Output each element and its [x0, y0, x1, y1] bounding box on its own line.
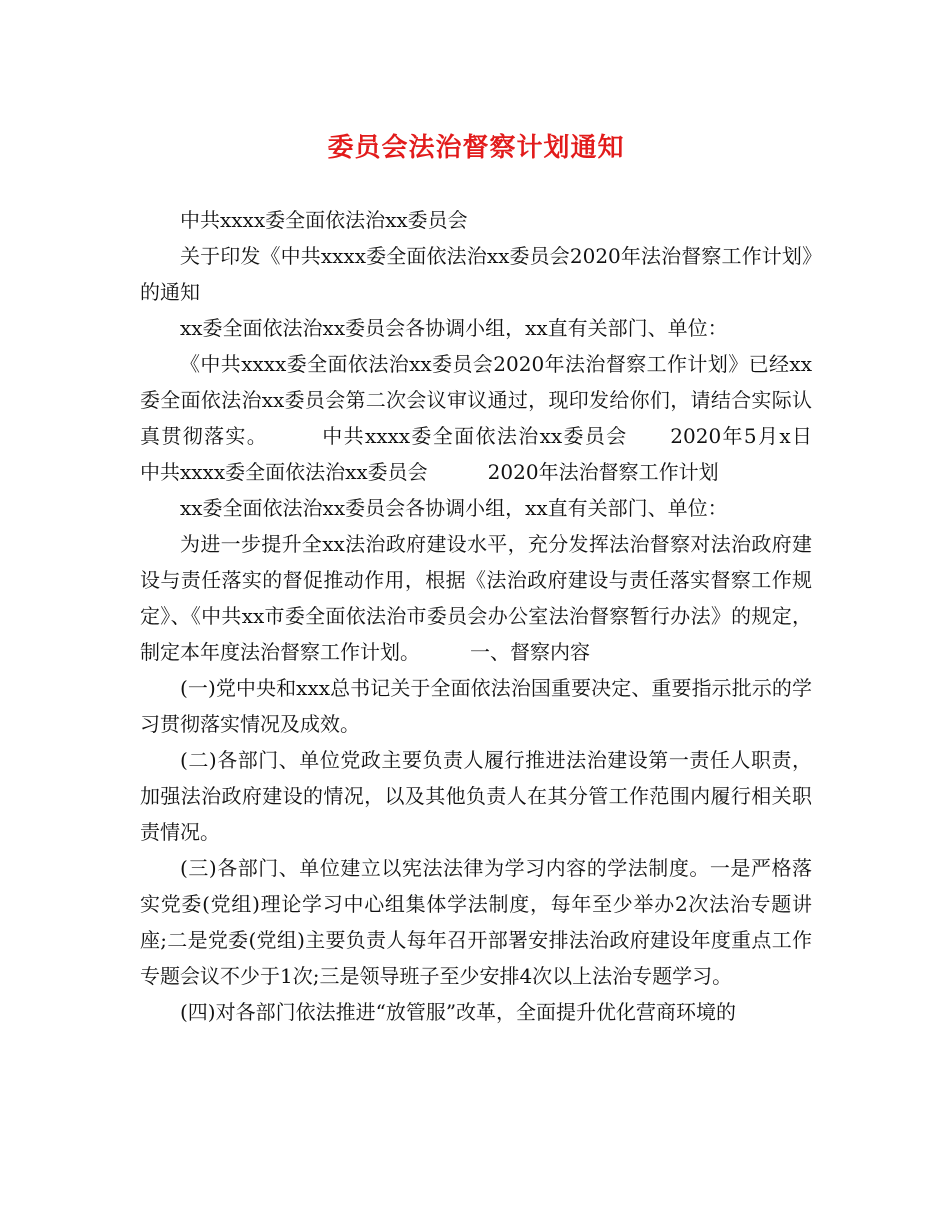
- paragraph-addressee-2: xx委全面依法治xx委员会各协调小组，xx直有关部门、单位：: [180, 496, 728, 520]
- paragraph-item-2: (二)各部门、单位党政主要负责人履行推进法治建设第一责任人职责，加强法治政府建设的情况，以及其他负责人在其分管工作范围内履行相关职责情况。: [140, 748, 812, 844]
- paragraph-item-1: (一)党中央和xxx总书记关于全面依法治国重要决定、重要指示批示的学习贯彻落实情况及成效。: [140, 676, 812, 736]
- paragraph-addressee: xx委全面依法治xx委员会各协调小组，xx直有关部门、单位：: [180, 316, 728, 340]
- paragraph-item-3: (三)各部门、单位建立以宪法法律为学习内容的学法制度。一是严格落实党委(党组)理论学习中心组集体学法制度，每年至少举办2次法治专题讲座;二是党委(党组)主要负责人每年召开部署安排法治政府建设年度重点工作专题会议不少于1次;三是领导班子至少安排4次以上法治专题学习。: [140, 856, 812, 988]
- paragraph-intro: 为进一步提升全xx法治政府建设水平，充分发挥法治督察对法治政府建设与责任落实的督促推动作用，根据《法治政府建设与责任落实督察工作规定》、《中共xx市委全面依法治市委员会办公室法治督察暂行办法》的规定，制定本年度法治督察工作计划。 一、督察内容: [140, 532, 812, 664]
- document-page: [140, 128, 872, 1030]
- paragraph-item-4: (四)对各部门依法推进“放管服”改革，全面提升优化营商环境的: [180, 1000, 737, 1024]
- document-title: 委员会法治督察计划通知: [327, 133, 625, 163]
- paragraph-notice-body: 《中共xxxx委全面依法治xx委员会2020年法治督察工作计划》已经xx委全面依法治xx委员会第二次会议审议通过，现印发给你们，请结合实际认真贯彻落实。 中共xxxx委全面依法治xx委员会 2020年5月x日 中共xxxx委全面依法治xx委员会 2020年法治督察工作计划: [140, 352, 872, 484]
- paragraph-notice-subject: 关于印发《中共xxxx委全面依法治xx委员会2020年法治督察工作计划》的通知: [140, 244, 812, 304]
- paragraph-issuer: 中共xxxx委全面依法治xx委员会: [180, 208, 468, 232]
